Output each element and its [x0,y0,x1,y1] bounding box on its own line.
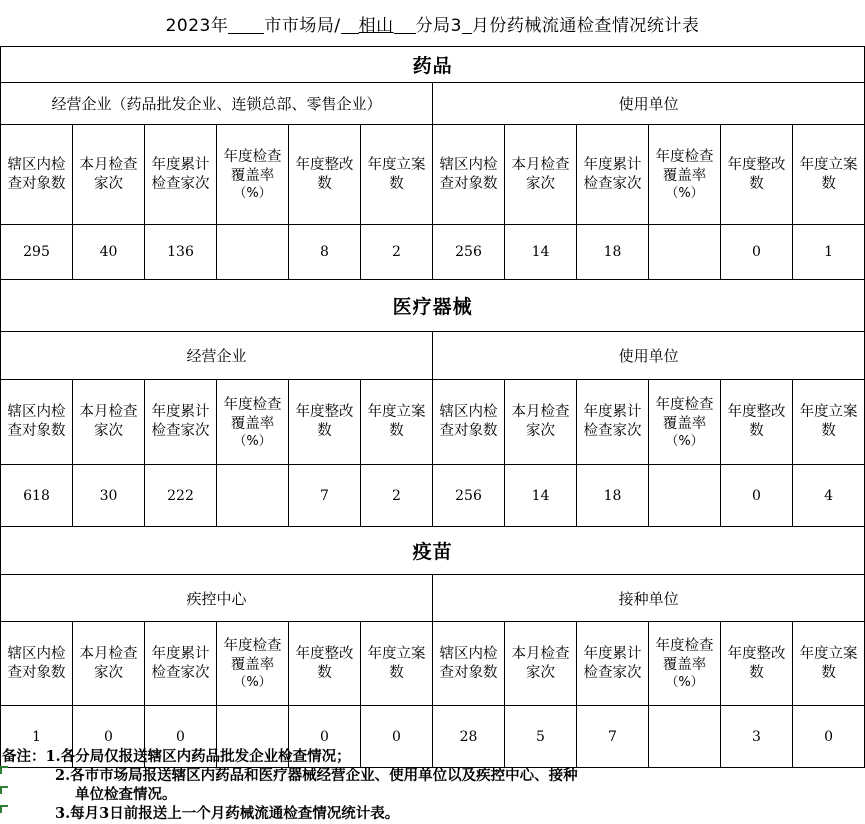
column-header [793,380,865,465]
group-left-drugs: 经营企业（药品批发企业、连锁总部、零售企业） [1,83,433,125]
value-cell: 40 [73,225,145,280]
value-cell [217,225,289,280]
statistics-table [0,46,865,768]
value-cell [649,465,721,527]
value-cell: 222 [145,465,217,527]
column-header [361,380,433,465]
percent-unit: （%） [665,433,704,449]
column-header [577,622,649,706]
value-cell: 4 [793,465,865,527]
column-header-label: 年度整改数 [295,156,354,192]
value-cell: 256 [433,225,505,280]
value-cell: 0 [145,706,217,768]
column-header-label: 本月检查家次 [511,156,570,192]
cell-marker-icon [0,786,8,794]
column-header-label: 本月检查家次 [79,404,138,439]
column-header [289,622,361,706]
column-header-label: 年度累计检查家次 [583,404,642,439]
column-header-label: 年度检查覆盖率 [655,638,714,673]
column-header-label: 年度累计检查家次 [583,645,642,681]
column-header [289,125,361,225]
value-cell: 2 [361,465,433,527]
note-line-1: 备注：1.各分局仅报送辖区内药品批发企业检查情况； [2,748,351,765]
value-cell: 136 [145,225,217,280]
value-cell: 295 [1,225,73,280]
group-row [1,83,865,125]
section-title-devices: 医疗器械 [1,280,865,332]
column-header-label: 本月检查家次 [511,645,570,681]
title-main: 月份药械流通检查情况统计表 [471,15,700,36]
value-cell: 14 [505,225,577,280]
column-header [433,622,505,706]
column-header-label: 辖区内检查对象数 [439,156,498,192]
column-header [217,622,289,706]
value-cell: 30 [73,465,145,527]
column-header-label: 年度立案数 [799,645,858,681]
group-right-vaccines: 接种单位 [433,575,865,622]
column-header-label: 年度立案数 [367,156,426,192]
value-cell: 1 [1,706,73,768]
value-row [1,225,865,280]
column-header [505,125,577,225]
column-header-label: 年度整改数 [727,404,786,439]
column-header-label: 年度检查覆盖率 [223,149,282,184]
value-cell: 3 [721,706,793,768]
column-header-label: 年度检查覆盖率 [655,149,714,184]
title-branch-name: 相山 [358,15,394,36]
column-header-label: 年度整改数 [295,645,354,681]
column-header-label: 年度整改数 [727,645,786,681]
column-header [289,380,361,465]
value-cell: 0 [721,225,793,280]
value-cell: 0 [361,706,433,768]
column-header [505,622,577,706]
value-cell: 256 [433,465,505,527]
title-year: 2023年 [165,15,229,36]
column-header [649,380,721,465]
column-header [73,125,145,225]
value-cell [217,465,289,527]
title-branch-month: 分局3 [415,15,462,36]
group-row [1,575,865,622]
column-header [433,380,505,465]
title-blank-pre [341,13,359,34]
column-header-label: 本月检查家次 [79,645,138,681]
header-row [1,622,865,706]
column-header [1,125,73,225]
column-header-label: 本月检查家次 [79,156,138,192]
title-blank-month [462,13,472,34]
value-cell: 0 [793,706,865,768]
note-line-4: 3.每月3日前报送上一个月药械流通检查情况统计表。 [55,805,400,822]
column-header [721,622,793,706]
percent-unit: （%） [233,186,272,201]
header-row [1,380,865,465]
section-row [1,47,865,83]
value-cell: 2 [361,225,433,280]
percent-unit: （%） [233,433,272,449]
value-cell: 8 [289,225,361,280]
group-left-vaccines: 疾控中心 [1,575,433,622]
column-header-label: 本月检查家次 [511,404,570,439]
column-header [721,125,793,225]
header-row [1,125,865,225]
value-cell: 7 [289,465,361,527]
title-blank-post [394,13,416,34]
column-header-label: 年度累计检查家次 [151,404,210,439]
column-header-label: 辖区内检查对象数 [7,645,66,681]
percent-unit: （%） [665,186,704,201]
column-header [1,622,73,706]
column-header-label: 年度累计检查家次 [583,156,642,192]
column-header [433,125,505,225]
column-header [73,622,145,706]
value-cell: 0 [721,465,793,527]
value-cell: 618 [1,465,73,527]
column-header-label: 年度整改数 [295,404,354,439]
column-header [217,380,289,465]
page-title [0,0,865,46]
value-cell [649,225,721,280]
column-header [217,125,289,225]
group-left-devices: 经营企业 [1,332,433,380]
column-header [649,125,721,225]
value-cell: 18 [577,465,649,527]
group-right-drugs: 使用单位 [433,83,865,125]
column-header-label: 年度累计检查家次 [151,156,210,192]
value-cell: 0 [73,706,145,768]
value-row [1,465,865,527]
column-header [361,622,433,706]
value-cell: 1 [793,225,865,280]
section-row [1,280,865,332]
section-row [1,527,865,575]
column-header [145,125,217,225]
column-header-label: 辖区内检查对象数 [439,404,498,439]
column-header [577,380,649,465]
value-cell: 0 [289,706,361,768]
column-header-label: 辖区内检查对象数 [439,645,498,681]
value-cell: 7 [577,706,649,768]
column-header [649,622,721,706]
value-cell: 14 [505,465,577,527]
column-header-label: 年度检查覆盖率 [223,638,282,673]
column-header [793,622,865,706]
section-title-vaccines: 疫苗 [1,527,865,575]
value-cell: 28 [433,706,505,768]
column-header [721,380,793,465]
column-header-label: 年度检查覆盖率 [655,396,714,432]
column-header-label: 年度立案数 [367,645,426,681]
note-line-3: 单位检查情况。 [75,786,177,803]
title-blank-city [228,13,264,34]
cell-marker-icon [0,805,8,813]
section-title-drugs: 药品 [1,47,865,83]
value-cell: 18 [577,225,649,280]
column-header-label: 年度累计检查家次 [151,645,210,681]
value-cell: 5 [505,706,577,768]
column-header-label: 年度立案数 [799,404,858,439]
column-header-label: 年度整改数 [727,156,786,192]
column-header-label: 辖区内检查对象数 [7,156,66,192]
cell-marker-icon [0,766,8,774]
column-header [793,125,865,225]
note-line-2: 2.各市市场局报送辖区内药品和医疗器械经营企业、使用单位以及疾控中心、接种 [55,767,578,784]
percent-unit: （%） [233,675,272,690]
column-header [1,380,73,465]
column-header [361,125,433,225]
column-header-label: 辖区内检查对象数 [7,404,66,439]
column-header [145,380,217,465]
group-row [1,332,865,380]
column-header-label: 年度立案数 [367,404,426,439]
column-header-label: 年度检查覆盖率 [223,396,282,432]
percent-unit: （%） [665,675,704,690]
notes [0,747,865,823]
column-header [145,622,217,706]
title-city-bureau: 市市场局/ [264,15,341,36]
column-header [505,380,577,465]
group-right-devices: 使用单位 [433,332,865,380]
column-header [73,380,145,465]
column-header-label: 年度立案数 [799,156,858,192]
column-header [577,125,649,225]
